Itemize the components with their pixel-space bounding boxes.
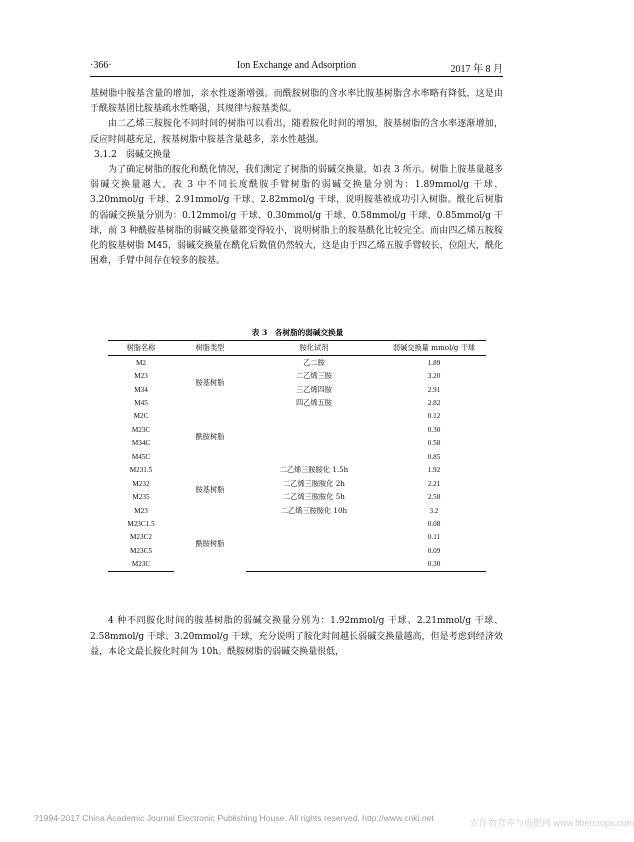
column-header: 树脂类型 xyxy=(174,341,246,356)
amination-reagent: 二乙烯三胺胺化 10h xyxy=(280,505,348,515)
exchange-value: 0.85 xyxy=(427,452,441,461)
amination-reagent: 二乙烯三胺 xyxy=(296,371,332,381)
page-number: ·366· xyxy=(90,60,112,71)
resin-name: M34 xyxy=(134,385,148,394)
table-row xyxy=(108,517,486,530)
amination-reagent: 三乙烯四胺 xyxy=(296,384,332,394)
resin-name: M23 xyxy=(134,372,148,381)
amination-reagent xyxy=(246,450,382,463)
resin-name: M45C xyxy=(131,452,151,461)
table-row xyxy=(108,369,486,382)
table-row xyxy=(108,423,486,436)
resin-name: M34C xyxy=(131,439,151,448)
resin-name: M2C xyxy=(133,412,149,421)
table-row xyxy=(108,544,486,557)
amination-reagent: 四乙烯五胺 xyxy=(296,398,332,408)
header-rule xyxy=(90,76,503,77)
exchange-value: 0.58 xyxy=(427,439,441,448)
table-header-row xyxy=(108,341,486,356)
exchange-capacity-table xyxy=(108,340,486,572)
table-row xyxy=(108,490,486,503)
paragraph: 4 种不同胺化时间的胺基树脂的弱碱交换量分别为：1.92mmol/g 干球、2.21mmol/g 干球、2.58mmol/g 干球、3.20mmol/g 干球，充分说明了胺化时间越长弱碱交换量越高，但是考虑到经济效益，本论文最长胺化时间为 10h。酰胺树脂的弱碱交换量很低， xyxy=(90,616,503,658)
table-row xyxy=(108,410,486,423)
exchange-value: 0.09 xyxy=(427,546,441,555)
table-row xyxy=(108,558,486,572)
resin-name: M23C2 xyxy=(130,533,152,542)
table-row xyxy=(108,356,486,370)
exchange-value: 0.30 xyxy=(382,558,486,572)
exchange-value: 2.82 xyxy=(427,399,441,408)
resin-name: M231.5 xyxy=(129,466,153,475)
resin-name: M23 xyxy=(134,506,148,515)
amination-reagent xyxy=(246,423,382,436)
resin-name: M235 xyxy=(132,493,150,502)
column-header: 树脂名称 xyxy=(108,341,174,356)
exchange-value: 2.58 xyxy=(427,493,441,502)
resin-name: M232 xyxy=(132,479,150,488)
exchange-value: 2.21 xyxy=(427,479,441,488)
resin-name: M2 xyxy=(136,358,146,367)
table-row xyxy=(108,504,486,517)
resin-name: M45 xyxy=(134,399,148,408)
table-row xyxy=(108,383,486,396)
exchange-value: 1.92 xyxy=(427,466,441,475)
journal-name: Ion Exchange and Adsorption xyxy=(236,60,357,71)
table-row xyxy=(108,396,486,409)
body-text-top xyxy=(90,87,503,269)
copyright-footer: ?1994-2017 China Academic Journal Electronic Publishing House. All rights reserved. http://www.cnki.net xyxy=(34,813,434,823)
amination-reagent xyxy=(246,437,382,450)
watermark: 农作物营养与施肥网 www.fibercrops.com xyxy=(470,818,634,828)
issue-date: 2017 年 8 月 xyxy=(450,64,503,75)
paragraph: 为了确定树脂的胺化和酰化情况，我们测定了树脂的弱碱交换量，如表 3 所示。树脂上胺基量越多弱碱交换量越大，表 3 中不同长度酰胺手臂树脂的弱碱交换量分别为：1.89mmol/g 干球、3.20mmol/g 干球、2.91mmol/g 干球、2.82mmol/g 干球，说明胺基被成功引入树脂。酰化后树脂的弱碱交换量分别为：0.12mmol/g 干球、0.30mmol/g 干球、0.58mmol/g 干球、0.85mmol/g 干球，前 3 种酰胺基树脂的弱碱交换量都变得较小，说明树脂上的胺基酰化比较完全。而由四乙烯五胺胺化的胺基树脂 M45，弱碱交换量在酰化后数值仍然较大，这是由于四乙烯五胺手臂较长，位阻大，酰化困难，手臂中间存在较多的胺基。 xyxy=(90,165,503,267)
amination-reagent: 二乙烯三胺胺化 5h xyxy=(283,492,345,502)
resin-type: 胺基树脂 xyxy=(195,377,225,387)
exchange-value: 0.08 xyxy=(427,519,441,528)
resin-name: M23C xyxy=(131,425,151,434)
resin-name: M23C xyxy=(108,558,174,572)
amination-reagent xyxy=(246,558,382,572)
resin-type: 酰胺树脂 xyxy=(195,539,225,549)
amination-reagent: 乙二胺 xyxy=(303,357,325,367)
exchange-value: 0.30 xyxy=(427,425,441,434)
resin-name: M23C5 xyxy=(130,546,152,555)
table-row xyxy=(108,477,486,490)
table-row xyxy=(108,437,486,450)
exchange-value: 1.89 xyxy=(427,358,441,367)
exchange-value: 3.20 xyxy=(427,372,441,381)
table-row xyxy=(108,450,486,463)
paragraph: 基树脂中胺基含量的增加，亲水性逐渐增强。而酰胺树脂的含水率比胺基树脂含水率略有降低，这是由于酰胺基团比胺基疏水性略强，其规律与胺基类似。 xyxy=(90,89,503,115)
table-row xyxy=(108,531,486,544)
exchange-value: 2.91 xyxy=(427,385,441,394)
section-heading: 3.1.2 弱碱交换量 xyxy=(94,149,171,160)
exchange-value: 0.11 xyxy=(427,533,441,542)
body-text-bottom xyxy=(90,614,503,661)
column-header: 弱碱交换量 mmol/g 干球 xyxy=(382,341,486,356)
exchange-value: 0.12 xyxy=(427,412,441,421)
amination-reagent: 二乙烯三胺胺化 2h xyxy=(283,478,345,488)
exchange-value: 3.2 xyxy=(429,506,439,515)
column-header: 胺化试剂 xyxy=(246,341,382,356)
paragraph: 由二乙烯三胺胺化不同时间的树脂可以看出，随着胺化时间的增加，胺基树脂的含水率逐渐增加，反应时间越充足，胺基树脂中胺基含量越多，亲水性越强。 xyxy=(90,119,503,145)
amination-reagent xyxy=(246,531,382,544)
amination-reagent: 二乙烯三胺胺化 1.5h xyxy=(279,465,349,475)
table-caption: 表 3 各树脂的弱碱交换量 xyxy=(251,328,344,337)
resin-name: M23C1.5 xyxy=(127,519,155,528)
running-header xyxy=(90,60,503,74)
resin-type: 胺基树脂 xyxy=(195,485,225,495)
amination-reagent xyxy=(246,410,382,423)
table-row xyxy=(108,464,486,477)
resin-type: 酰胺树脂 xyxy=(195,431,225,441)
amination-reagent xyxy=(246,517,382,530)
amination-reagent xyxy=(246,544,382,557)
